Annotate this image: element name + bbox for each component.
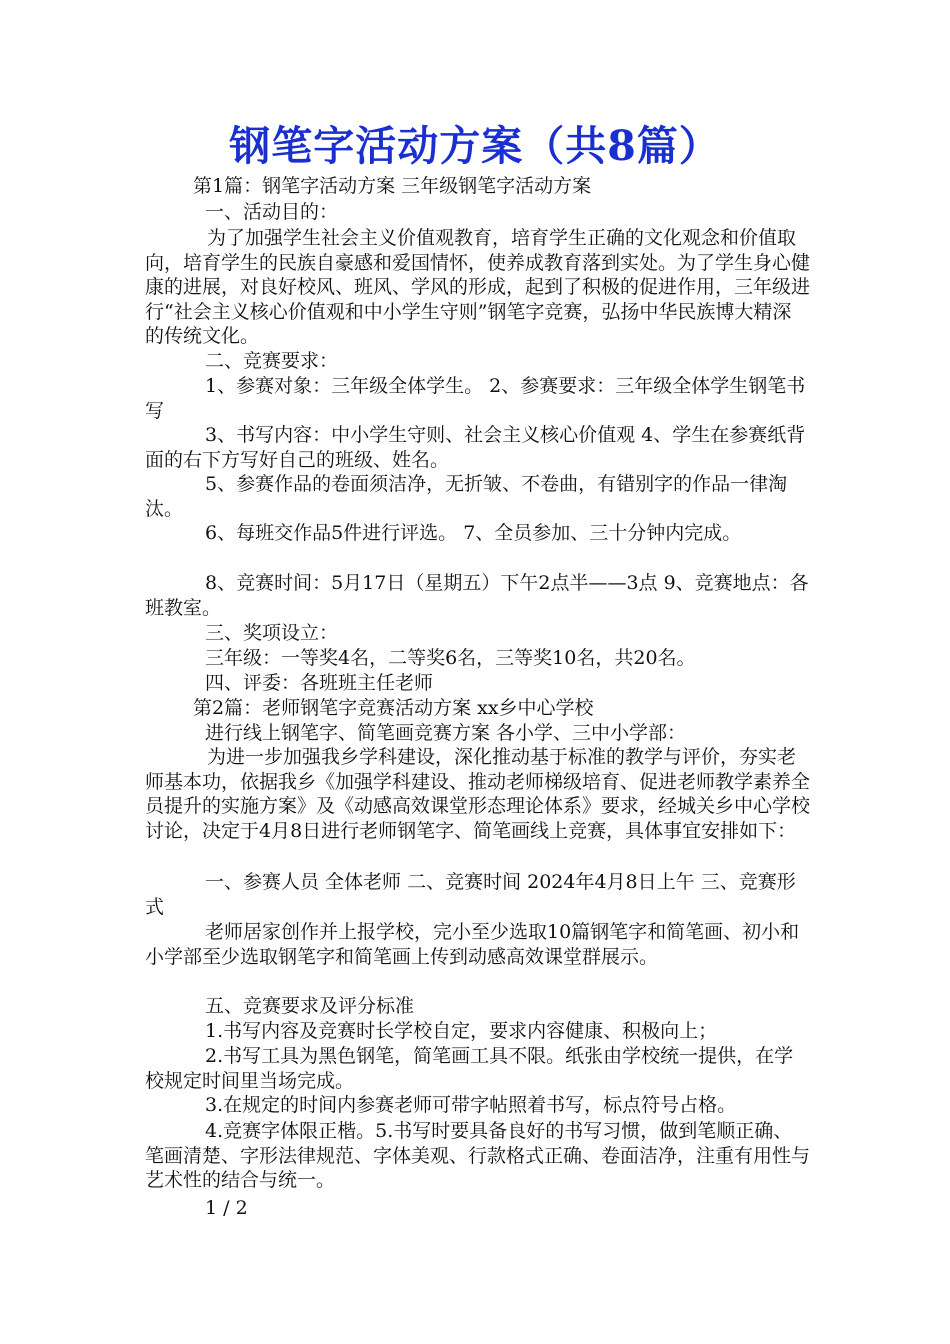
paragraph-awards: 三年级：一等奖4名，二等奖6名，三等奖10名，共20名。 bbox=[205, 647, 696, 669]
page-number: 1 / 2 bbox=[205, 1197, 248, 1219]
paragraph-purpose: 为了加强学生社会主义价值观教育，培育学生正确的文化观念和价值取向，培育学生的民族自豪感和爱国情怀，使养成教育落到实处。为了学生身心健康的进展，对良好校风、班风、学风的形成，起到了积极的促进作用，三年级进行“社会主义核心价值观和中小学生守则”钢笔字竞赛，弘扬中华民族博大精深的传统文化。 bbox=[145, 227, 811, 348]
paragraph-intro: 为进一步加强我乡学科建设，深化推动基于标准的教学与评价，夯实老师基本功，依据我乡《加强学科建设、推动老师梯级培育、促进老师教学素养全员提升的实施方案》及《动感高效课堂形态理论体系》要求，经城关乡中心学校讨论，决定于4月8日进行老师钢笔字、简笔画线上竞赛，具体事宜安排如下： bbox=[145, 746, 811, 842]
paragraph-format: 老师居家创作并上报学校，完小至少选取10篇钢笔字和简笔画、初小和小学部至少选取钢笔字和简笔画上传到动感高效课堂群展示。 bbox=[145, 921, 800, 968]
heading-purpose: 一、活动目的： bbox=[205, 201, 339, 223]
paragraph-req-1-2: 1、参赛对象：三年级全体学生。 2、参赛要求：三年级全体学生钢笔书写 bbox=[145, 375, 806, 422]
paragraph-req-6-7: 6、每班交作品5件进行评选。 7、全员参加、三十分钟内完成。 bbox=[205, 522, 742, 544]
document-title: 钢笔字活动方案（共8篇） bbox=[229, 122, 721, 170]
paragraph-judges: 四、评委：各班班主任老师 bbox=[205, 672, 434, 694]
paragraph-criteria-4-5: 4.竞赛字体限正楷。5.书写时要具备良好的书写习惯，做到笔顺正确、笔画清楚、字形法律规范、字体美观、行款格式正确、卷面洁净，注重有用性与艺术性的结合与统一。 bbox=[145, 1120, 811, 1192]
heading-requirements: 二、竞赛要求： bbox=[205, 350, 339, 372]
paragraph-req-8-9: 8、竞赛时间：5月17日（星期五）下午2点半——3点 9、竞赛地点：各班教室。 bbox=[145, 572, 809, 619]
heading-awards: 三、奖项设立： bbox=[205, 622, 339, 644]
heading-criteria: 五、竞赛要求及评分标准 bbox=[205, 995, 415, 1017]
paragraph-req-5: 5、参赛作品的卷面须洁净，无折皱、不卷曲，有错别字的作品一律淘汰。 bbox=[145, 473, 788, 520]
paragraph-criteria-3: 3.在规定的时间内参赛老师可带字帖照着书写，标点符号占格。 bbox=[205, 1094, 737, 1116]
paragraph-participants: 一、参赛人员 全体老师 二、竞赛时间 2024年4月8日上午 三、竞赛形式 bbox=[145, 871, 796, 918]
paragraph-criteria-2: 2.书写工具为黑色钢笔，简笔画工具不限。纸张由学校统一提供，在学校规定时间里当场完成。 bbox=[145, 1045, 794, 1092]
paragraph-online-contest: 进行线上钢笔字、简笔画竞赛方案 各小学、三中小学部： bbox=[205, 722, 687, 744]
section-heading-1: 第1篇：钢笔字活动方案 三年级钢笔字活动方案 bbox=[193, 175, 592, 197]
section-heading-2: 第2篇：老师钢笔字竞赛活动方案 xx乡中心学校 bbox=[193, 697, 594, 719]
paragraph-req-3-4: 3、书写内容：中小学生守则、社会主义核心价值观 4、学生在参赛纸背面的右下方写好自己的班级、姓名。 bbox=[145, 424, 806, 471]
paragraph-criteria-1: 1.书写内容及竞赛时长学校自定，要求内容健康、积极向上； bbox=[205, 1020, 718, 1042]
